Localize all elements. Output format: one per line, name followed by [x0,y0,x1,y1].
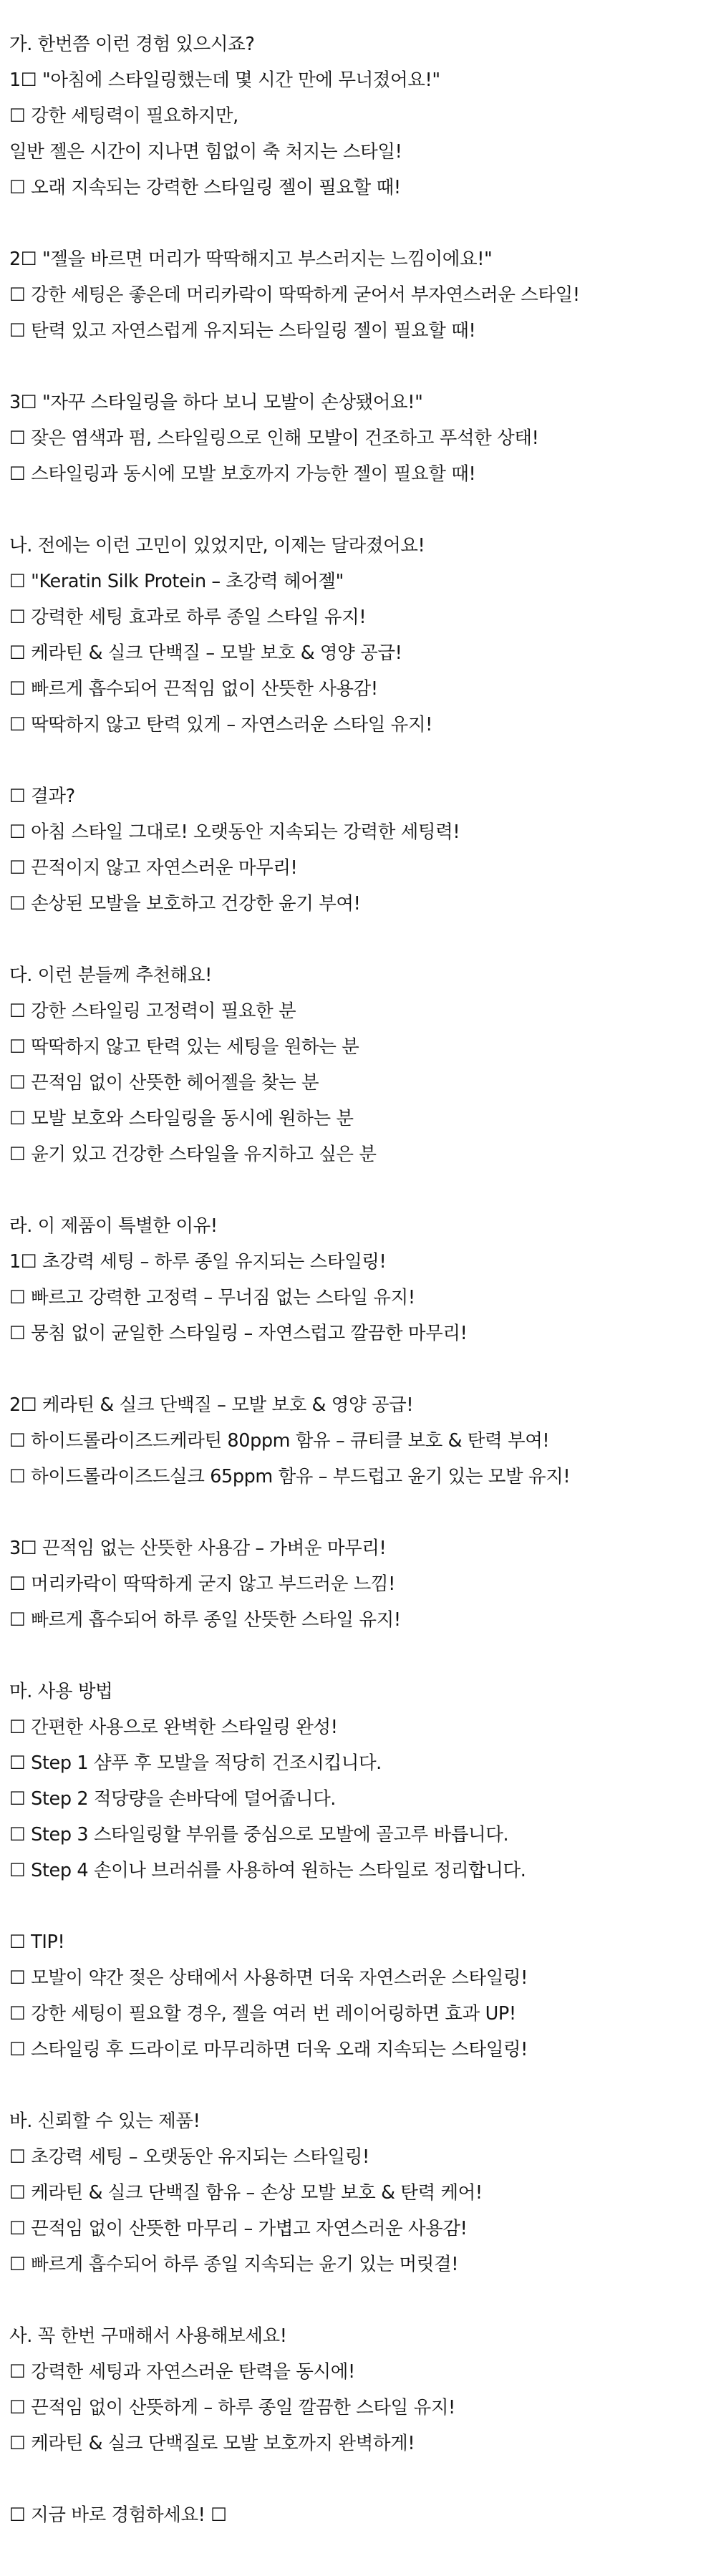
section-ba [9,2103,707,2282]
section-heading-line: ☐ 지금 바로 경험하세요! ☐ [9,2504,227,2526]
paragraph-gap [9,1888,707,1924]
paragraph-gap [9,1638,707,1674]
text-line: ☐ 강력한 세팅과 자연스러운 탄력을 동시에! [9,2361,355,2383]
product-description [9,26,707,2533]
section-heading-line: 마. 사용 방법 [9,1681,113,1702]
paragraph-gap [9,2068,707,2103]
paragraph-gap [9,2461,707,2497]
text-line: 일반 젤은 시간이 지나면 힘없이 축 처지는 스타일! [9,141,402,163]
text-line: ☐ 모발이 약간 젖은 상태에서 사용하면 더욱 자연스러운 스타일링! [9,1967,528,1989]
text-line: ☐ 빠르게 흡수되어 끈적임 없이 산뜻한 사용감! [9,678,378,700]
text-line: ☐ 케라틴 & 실크 단백질로 모발 보호까지 완벽하게! [9,2433,415,2454]
text-line: ☐ 잦은 염색과 펌, 스타일링으로 인해 모발이 건조하고 푸석한 상태! [9,428,539,449]
text-line: ☐ 강한 세팅이 필요할 경우, 젤을 여러 번 레이어링하면 효과 UP! [9,2003,516,2025]
text-line: ☐ 강력한 세팅 효과로 하루 종일 스타일 유지! [9,607,367,628]
section-heading-line: ☐ TIP! [9,1931,65,1953]
text-line: ☐ 끈적임 없이 산뜻한 헤어젤을 찾는 분 [9,1072,319,1094]
text-line: ☐ 탄력 있고 자연스럽게 유지되는 스타일링 젤이 필요할 때! [9,320,476,342]
paragraph-gap [9,743,707,778]
section-heading-line: 3☐ "자꾸 스타일링을 하다 보니 모발이 손상됐어요!" [9,392,423,413]
paragraph-gap [9,349,707,385]
section-da [9,957,707,1172]
paragraph-gap [9,206,707,241]
paragraph-gap [9,2282,707,2318]
section-na [9,528,707,743]
text-line: ☐ 머리카락이 딱딱하게 굳지 않고 부드러운 느낌! [9,1573,395,1595]
text-line: ☐ 케라틴 & 실크 단백질 – 모발 보호 & 영양 공급! [9,642,402,664]
section-heading-line: 바. 신뢰할 수 있는 제품! [9,2111,200,2132]
section-heading-line: 3☐ 끈적임 없는 산뜻한 사용감 – 가벼운 마무리! [9,1538,387,1559]
section-heading-line: 다. 이런 분들께 추천해요! [9,965,212,986]
section-ma [9,1674,707,1888]
text-line: ☐ Step 3 스타일링할 부위를 중심으로 모발에 골고루 바릅니다. [9,1824,509,1846]
text-line: ☐ 간편한 사용으로 완벽한 스타일링 완성! [9,1717,338,1738]
text-line: ☐ 딱딱하지 않고 탄력 있게 – 자연스러운 스타일 유지! [9,714,432,735]
text-line: ☐ 케라틴 & 실크 단백질 함유 – 손상 모발 보호 & 탄력 케어! [9,2182,483,2204]
text-line: ☐ 빠르고 강력한 고정력 – 무너짐 없는 스타일 유지! [9,1287,415,1308]
section-ga [9,26,707,206]
section-tip [9,1924,707,2068]
section-heading-line: ☐ 결과? [9,786,75,807]
text-line: ☐ 빠르게 흡수되어 하루 종일 지속되는 윤기 있는 머릿결! [9,2254,459,2275]
section-ga-3 [9,385,707,492]
text-line: 1☐ 초강력 세팅 – 하루 종일 유지되는 스타일링! [9,1251,387,1273]
section-ra-2 [9,1387,707,1495]
text-line: ☐ 뭉침 없이 균일한 스타일링 – 자연스럽고 깔끔한 마무리! [9,1323,468,1344]
text-line: ☐ 손상된 모발을 보호하고 건강한 윤기 부여! [9,893,361,915]
paragraph-gap [9,1172,707,1208]
text-line: ☐ Step 1 샴푸 후 모발을 적당히 건조시킵니다. [9,1752,382,1774]
text-line: ☐ Step 2 적당량을 손바닥에 덜어줍니다. [9,1788,337,1810]
text-line: ☐ 오래 지속되는 강력한 스타일링 젤이 필요할 때! [9,177,401,198]
text-line: ☐ 빠르게 흡수되어 하루 종일 산뜻한 스타일 유지! [9,1609,401,1631]
text-line: ☐ Step 4 손이나 브러쉬를 사용하여 원하는 스타일로 정리합니다. [9,1860,526,1881]
text-line: ☐ 강한 스타일링 고정력이 필요한 분 [9,1000,296,1022]
section-heading-line: 2☐ 케라틴 & 실크 단백질 – 모발 보호 & 영양 공급! [9,1394,414,1416]
section-heading-line: 가. 한번쯤 이런 경험 있으시죠? [9,34,255,55]
text-line: ☐ 스타일링과 동시에 모발 보호까지 가능한 젤이 필요할 때! [9,463,476,485]
text-line: ☐ 딱딱하지 않고 탄력 있는 세팅을 원하는 분 [9,1036,359,1058]
section-heading-line: 나. 전에는 이런 고민이 있었지만, 이제는 달라졌어요! [9,535,425,556]
text-line: ☐ "Keratin Silk Protein – 초강력 헤어젤" [9,571,344,592]
text-line: ☐ 아침 스타일 그대로! 오랫동안 지속되는 강력한 세팅력! [9,821,460,843]
text-line: ☐ 윤기 있고 건강한 스타일을 유지하고 싶은 분 [9,1144,377,1165]
text-line: ☐ 하이드롤라이즈드케라틴 80ppm 함유 – 큐티클 보호 & 탄력 부여! [9,1430,550,1452]
paragraph-gap [9,1495,707,1530]
paragraph-gap [9,1351,707,1387]
paragraph-gap [9,922,707,957]
text-line: ☐ 하이드롤라이즈드실크 65ppm 함유 – 부드럽고 윤기 있는 모발 유지! [9,1466,571,1487]
section-heading-line: 라. 이 제품이 특별한 이유! [9,1215,218,1237]
section-sa [9,2318,707,2461]
text-line: ☐ 스타일링 후 드라이로 마무리하면 더욱 오래 지속되는 스타일링! [9,2039,528,2060]
text-line: ☐ 강한 세팅력이 필요하지만, [9,105,238,127]
text-line: ☐ 초강력 세팅 – 오랫동안 유지되는 스타일링! [9,2146,369,2168]
section-ga-2 [9,241,707,349]
text-line: 1☐ "아침에 스타일링했는데 몇 시간 만에 무너졌어요!" [9,69,440,91]
section-heading-line: 2☐ "젤을 바르면 머리가 딱딱해지고 부스러지는 느낌이에요!" [9,249,493,270]
paragraph-gap [9,492,707,528]
section-cta [9,2497,707,2533]
text-line: ☐ 끈적임 없이 산뜻한 마무리 – 가볍고 자연스러운 사용감! [9,2218,468,2239]
section-ra [9,1208,707,1351]
section-result [9,778,707,922]
text-line: ☐ 끈적이지 않고 자연스러운 마무리! [9,857,298,879]
text-line: ☐ 강한 세팅은 좋은데 머리카락이 딱딱하게 굳어서 부자연스러운 스타일! [9,284,580,306]
section-heading-line: 사. 꼭 한번 구매해서 사용해보세요! [9,2325,287,2347]
section-ra-3 [9,1530,707,1638]
text-line: ☐ 끈적임 없이 산뜻하게 – 하루 종일 깔끔한 스타일 유지! [9,2397,455,2418]
text-line: ☐ 모발 보호와 스타일링을 동시에 원하는 분 [9,1108,354,1129]
